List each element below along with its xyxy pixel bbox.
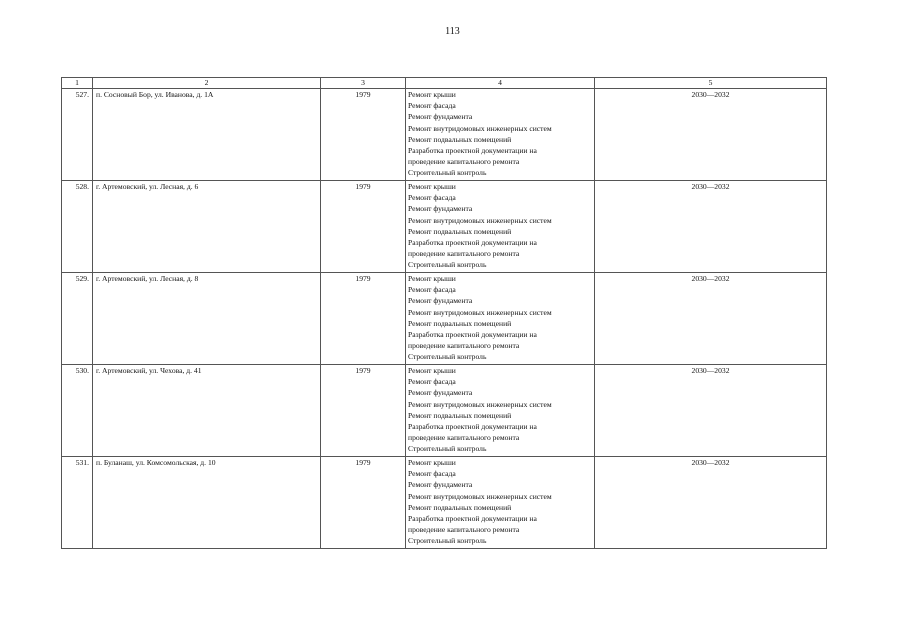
work-item: проведение капитального ремонта [408,341,520,351]
column-header-5: 5 [595,78,827,89]
column-header-1: 1 [62,78,93,89]
work-item: Ремонт подвальных помещений [408,410,512,420]
work-item: Ремонт фасада [408,377,456,387]
work-item: Ремонт фасада [408,193,456,203]
work-item: Ремонт внутридомовых инженерных систем [408,307,552,317]
row-address: г. Артемовский, ул. Лесная, д. 8 [93,273,321,365]
work-item: Разработка проектной документации на [408,422,537,432]
work-item: Ремонт подвальных помещений [408,134,512,144]
work-item: Ремонт внутридомовых инженерных систем [408,215,552,225]
row-address: п. Сосновый Бор, ул. Иванова, д. 1А [93,89,321,181]
work-item: Ремонт внутридомовых инженерных систем [408,491,552,501]
work-item: Ремонт крыши [408,274,456,283]
work-item: Ремонт фундамента [408,296,473,306]
table-row [62,181,827,273]
work-item: проведение капитального ремонта [408,157,520,167]
row-works-list [406,89,595,181]
work-item: Ремонт крыши [408,90,456,99]
table-row [62,457,827,549]
work-item: Ремонт подвальных помещений [408,226,512,236]
table-row [62,89,827,181]
work-item: Строительный контроль [408,444,487,454]
work-item: Ремонт фундамента [408,388,473,398]
table-row [62,365,827,457]
row-number: 530. [62,365,93,457]
row-number: 529. [62,273,93,365]
row-number: 531. [62,457,93,549]
work-item: Ремонт фасада [408,285,456,295]
work-item: Ремонт фундамента [408,204,473,214]
work-item: Ремонт крыши [408,182,456,191]
work-item: Разработка проектной документации на [408,330,537,340]
work-item: Строительный контроль [408,168,487,178]
work-item: Ремонт фундамента [408,112,473,122]
work-item: проведение капитального ремонта [408,249,520,259]
row-works-list [406,273,595,365]
work-item: Ремонт крыши [408,366,456,375]
work-item: Строительный контроль [408,352,487,362]
row-year: 1979 [321,365,406,457]
repair-schedule-table [61,77,827,549]
row-year: 1979 [321,457,406,549]
work-item: Ремонт фундамента [408,480,473,490]
work-item: Строительный контроль [408,260,487,270]
row-address: п. Буланаш, ул. Комсомольская, д. 10 [93,457,321,549]
work-item: Разработка проектной документации на [408,146,537,156]
work-item: Строительный контроль [408,536,487,546]
work-item: Ремонт фасада [408,469,456,479]
work-item: Ремонт подвальных помещений [408,318,512,328]
row-period: 2030—2032 [595,457,827,549]
row-address: г. Артемовский, ул. Лесная, д. 6 [93,181,321,273]
row-period: 2030—2032 [595,273,827,365]
work-item: Ремонт фасада [408,101,456,111]
work-item: Ремонт внутридомовых инженерных систем [408,123,552,133]
row-works-list [406,457,595,549]
work-item: проведение капитального ремонта [408,433,520,443]
row-number: 527. [62,89,93,181]
page-number: 113 [445,26,460,37]
row-period: 2030—2032 [595,365,827,457]
row-year: 1979 [321,273,406,365]
work-item: проведение капитального ремонта [408,525,520,535]
work-item: Ремонт внутридомовых инженерных систем [408,399,552,409]
work-item: Разработка проектной документации на [408,514,537,524]
row-number: 528. [62,181,93,273]
row-works-list [406,365,595,457]
row-period: 2030—2032 [595,89,827,181]
column-header-4: 4 [406,78,595,89]
row-address: г. Артемовский, ул. Чехова, д. 41 [93,365,321,457]
row-works-list [406,181,595,273]
column-number-row [62,78,827,89]
column-header-3: 3 [321,78,406,89]
row-period: 2030—2032 [595,181,827,273]
work-item: Ремонт крыши [408,458,456,467]
work-item: Ремонт подвальных помещений [408,502,512,512]
column-header-2: 2 [93,78,321,89]
table-row [62,273,827,365]
row-year: 1979 [321,181,406,273]
row-year: 1979 [321,89,406,181]
work-item: Разработка проектной документации на [408,238,537,248]
